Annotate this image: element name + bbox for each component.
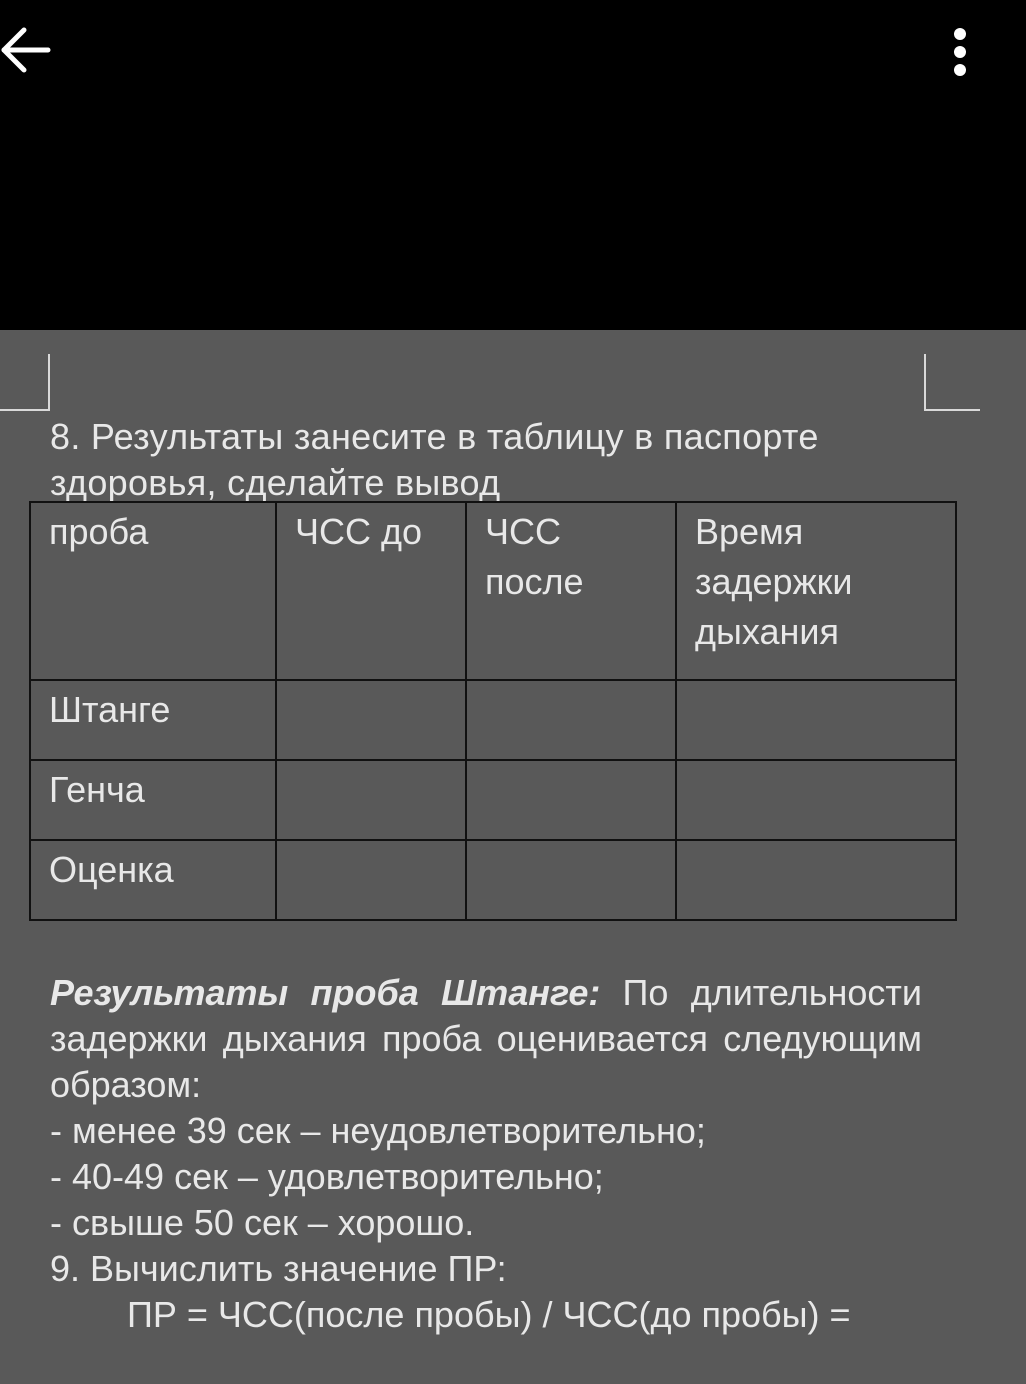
table-header-cell: проба: [30, 502, 276, 680]
results-text: По длительности задержки дыхания проба оценивается следующим образом:: [50, 972, 922, 1105]
page-corner-mark-left: [0, 354, 50, 411]
results-table: [29, 501, 957, 921]
pr-formula: ПР = ЧСС(после пробы) / ЧСС(до пробы) =: [127, 1294, 851, 1335]
table-cell: Штанге: [30, 680, 276, 760]
table-cell: Генча: [30, 760, 276, 840]
page-corner-mark-right: [924, 354, 980, 411]
table-cell: [466, 840, 676, 920]
results-title: Результаты проба Штанге:: [50, 972, 601, 1013]
table-cell: [276, 760, 466, 840]
more-options-button[interactable]: [938, 22, 982, 82]
results-paragraph: [50, 970, 922, 1108]
table-cell: [676, 840, 956, 920]
list-item: - свыше 50 сек – хорошо.: [50, 1202, 475, 1243]
table-cell: [466, 680, 676, 760]
back-button[interactable]: [0, 20, 60, 80]
document-image: [0, 330, 1026, 1384]
table-header-row: [30, 502, 956, 680]
list-item: - 40-49 сек – удовлетворительно;: [50, 1156, 604, 1197]
table-cell: [676, 760, 956, 840]
list-item: - менее 39 сек – неудовлетворительно;: [50, 1110, 706, 1151]
grading-list: [50, 1108, 950, 1292]
table-header-cell: Время задержки дыхания: [676, 502, 956, 680]
table-cell: [676, 680, 956, 760]
app-top-bar: [0, 0, 1026, 330]
table-cell: [276, 680, 466, 760]
table-cell: [466, 760, 676, 840]
table-cell: [276, 840, 466, 920]
list-item: 9. Вычислить значение ПР:: [50, 1248, 507, 1289]
arrow-left-icon: [0, 20, 60, 80]
table-row: [30, 840, 956, 920]
table-cell: Оценка: [30, 840, 276, 920]
task-heading: 8. Результаты занесите в таблицу в паспорте здоровья, сделайте вывод: [50, 416, 819, 503]
table-row: [30, 680, 956, 760]
table-header-cell: ЧСС после: [466, 502, 676, 680]
table-header-cell: ЧСС до: [276, 502, 466, 680]
more-vertical-icon: [938, 22, 982, 82]
table-row: [30, 760, 956, 840]
